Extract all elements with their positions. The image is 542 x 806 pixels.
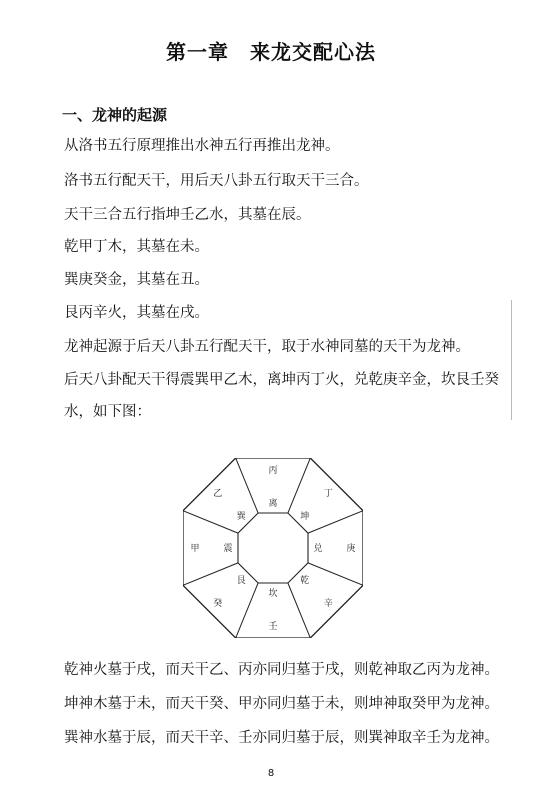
- page-number: 8: [267, 768, 275, 779]
- diagram-spokes: [183, 458, 363, 638]
- bagua-diagram: [183, 458, 363, 638]
- spoke-line: [308, 511, 363, 533]
- paragraph: 乾神火墓于戌，而天干乙、丙亦同归墓于戌，则乾神取乙丙为龙神。: [64, 662, 499, 678]
- paragraph: 巽庚癸金，其墓在丑。: [64, 272, 209, 288]
- outer-ring-label: 甲: [190, 544, 200, 554]
- inner-ring-label: 巽: [236, 512, 246, 523]
- spoke-line: [308, 563, 363, 585]
- outer-ring-label: 癸: [213, 599, 223, 610]
- section-heading: 一、龙神的起源: [62, 106, 168, 124]
- inner-ring-label: 震: [223, 544, 233, 554]
- spoke-line: [236, 583, 258, 638]
- spoke-line: [288, 458, 310, 513]
- paragraph: 龙神起源于后天八卦五行配天干，取于水神同墓的天干为龙神。: [64, 339, 470, 355]
- paragraph: 从洛书五行原理推出水神五行再推出龙神。: [64, 138, 340, 154]
- paragraph: 坤神木墓于未，而天干癸、甲亦同归墓于未，则坤神取癸甲为龙神。: [64, 696, 499, 712]
- paragraph: 洛书五行配天干，用后天八卦五行取天干三合。: [64, 173, 369, 189]
- paragraph: 水，如下图：: [64, 404, 151, 420]
- page-title: 第一章 来龙交配心法: [166, 40, 376, 64]
- inner-octagon: [238, 513, 308, 583]
- outer-ring-label: 丙: [268, 466, 278, 476]
- outer-ring-label: 丁: [323, 488, 333, 499]
- paragraph: 乾甲丁木，其墓在未。: [64, 239, 209, 255]
- outer-octagon: [183, 458, 363, 638]
- inner-ring-label: 艮: [236, 575, 246, 586]
- paragraph: 巽神水墓于辰，而天干辛、壬亦同归墓于辰，则巽神取辛壬为龙神。: [64, 730, 499, 746]
- spoke-line: [236, 458, 258, 513]
- paragraph: 天干三合五行指坤壬乙水，其墓在辰。: [64, 207, 311, 223]
- outer-ring-labels: [190, 465, 355, 632]
- outer-ring-label: 乙: [213, 488, 223, 499]
- outer-ring-label: 壬: [268, 622, 278, 632]
- spoke-line: [288, 583, 310, 638]
- inner-ring-label: 坎: [268, 589, 278, 599]
- outer-ring-label: 辛: [323, 599, 333, 610]
- spoke-line: [183, 563, 238, 585]
- inner-ring-label: 兑: [313, 544, 323, 554]
- inner-ring-label: 离: [268, 499, 278, 509]
- paragraph: 艮丙辛火，其墓在戌。: [64, 305, 209, 321]
- inner-ring-label: 坤: [300, 512, 310, 523]
- paragraph: 后天八卦配天干得震巽甲乙木，离坤丙丁火，兑乾庚辛金，坎艮壬癸: [64, 372, 499, 388]
- spoke-line: [183, 511, 238, 533]
- scan-artifact-line: [511, 300, 512, 420]
- outer-ring-label: 庚: [346, 544, 356, 554]
- inner-ring-label: 乾: [300, 575, 310, 586]
